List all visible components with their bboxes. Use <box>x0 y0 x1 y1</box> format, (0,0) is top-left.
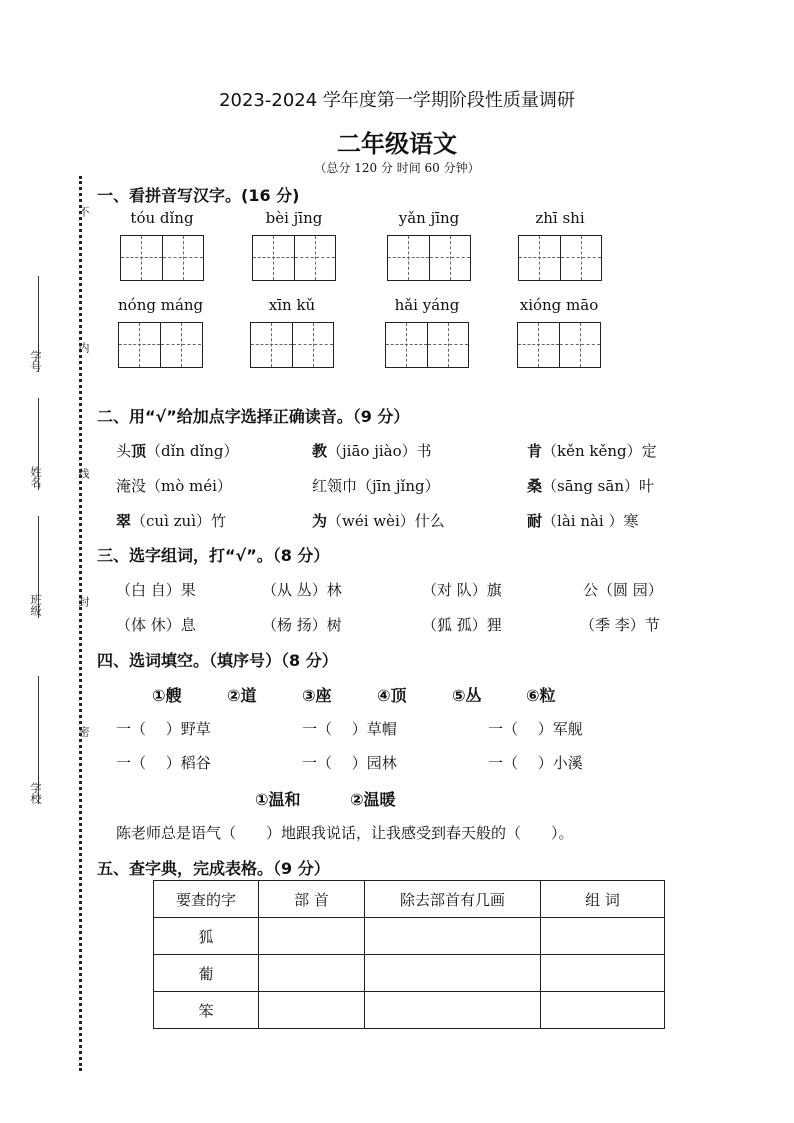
column-header: 组 词 <box>541 881 665 918</box>
word-choice[interactable]: （狐 孤）狸 <box>422 616 502 634</box>
dotted-char: 淹没 <box>116 477 147 495</box>
answer-cell[interactable] <box>259 955 365 992</box>
pinyin-item <box>252 207 336 281</box>
column-header: 要查的字 <box>154 881 259 918</box>
table-header-row <box>154 881 665 918</box>
seal-char: 线 <box>77 468 90 479</box>
pinyin-item <box>120 207 204 281</box>
section1-heading: 一、看拼音写汉字。(16 分) <box>97 186 300 205</box>
reading-options[interactable]: （sāng sān）叶 <box>542 477 654 495</box>
exam-subject: 二年级语文 <box>337 130 457 158</box>
measure-word-option: ④顶 <box>377 686 407 705</box>
dotted-char: 教 <box>312 442 328 460</box>
dotted-char: 耐 <box>527 512 543 530</box>
seal-char: 密 <box>77 726 90 737</box>
reading-item <box>116 475 232 496</box>
dotted-char: 为 <box>312 512 328 530</box>
tianzige-box[interactable] <box>518 235 602 281</box>
pinyin-text: xīn kǔ <box>268 296 316 314</box>
seal-char: 不 <box>77 206 90 217</box>
reading-options[interactable]: （jiāo jiào）书 <box>327 442 432 460</box>
fill-blank[interactable]: 一（ ）稻谷 <box>116 754 211 772</box>
seal-char: 内 <box>77 342 90 353</box>
answer-cell[interactable] <box>259 992 365 1029</box>
reading-options[interactable]: （dǐn dǐng） <box>146 442 239 460</box>
reading-item <box>312 440 432 461</box>
fill-blank[interactable]: 一（ ）园林 <box>302 754 397 772</box>
column-header: 部 首 <box>259 881 365 918</box>
reading-item <box>527 440 657 461</box>
pinyin-text: hǎi yáng <box>394 296 460 314</box>
pinyin-item <box>387 207 471 281</box>
exam-title: 2023-2024 学年度第一学期阶段性质量调研 <box>219 90 575 111</box>
reading-options[interactable]: （cuì zuì）竹 <box>131 512 227 530</box>
fill-blank[interactable]: 一（ ）野草 <box>116 720 211 738</box>
section2-heading: 二、用“√”给加点字选择正确读音。（9 分） <box>97 407 410 426</box>
answer-cell[interactable] <box>541 992 665 1029</box>
dotted-char: 翠 <box>116 512 132 530</box>
answer-cell[interactable] <box>259 918 365 955</box>
pinyin-item <box>118 294 203 368</box>
word-choice[interactable]: （对 队）旗 <box>422 581 502 599</box>
reading-options[interactable]: （wéi wèi）什么 <box>327 512 445 530</box>
tianzige-box[interactable] <box>250 322 334 368</box>
word-choice[interactable]: （白 自）果 <box>116 581 196 599</box>
reading-options[interactable]: （mò méi） <box>146 477 232 495</box>
pinyin-item <box>250 294 334 368</box>
pinyin-text: zhī shi <box>535 209 585 227</box>
fill-blank[interactable]: 一（ ）小溪 <box>488 754 583 772</box>
lookup-char: 笨 <box>154 992 259 1029</box>
field-label-student-id: 学号 <box>29 350 42 372</box>
tianzige-box[interactable] <box>118 322 203 368</box>
field-line-name[interactable] <box>38 398 39 490</box>
word-choice[interactable]: （从 丛）林 <box>262 581 342 599</box>
table-row <box>154 992 665 1029</box>
dictionary-table <box>153 880 665 1029</box>
section5-heading: 五、查字典，完成表格。（9 分） <box>97 859 330 878</box>
field-line-class[interactable] <box>38 516 39 618</box>
fill-sentence[interactable]: 陈老师总是语气（ ）地跟我说话，让我感受到春天般的（ ）。 <box>116 824 574 842</box>
answer-cell[interactable] <box>541 955 665 992</box>
answer-cell[interactable] <box>541 918 665 955</box>
reading-item <box>116 510 226 531</box>
dotted-char: 顶 <box>131 442 147 460</box>
word-choice[interactable]: （体 休）息 <box>116 616 196 634</box>
field-line-school[interactable] <box>38 676 39 804</box>
field-label-name: 姓名 <box>29 466 42 488</box>
lookup-char: 葡 <box>154 955 259 992</box>
field-label-class: 班级 <box>29 594 42 616</box>
section4-heading: 四、选词填空。（填序号）（8 分） <box>97 651 338 670</box>
pinyin-item <box>517 294 601 368</box>
table-row <box>154 955 665 992</box>
answer-cell[interactable] <box>365 955 541 992</box>
pinyin-item <box>385 294 469 368</box>
lookup-char: 狐 <box>154 918 259 955</box>
exam-score-time: （总分 120 分 时间 60 分钟） <box>314 161 480 175</box>
tianzige-box[interactable] <box>385 322 469 368</box>
fill-blank[interactable]: 一（ ）草帽 <box>302 720 397 738</box>
pinyin-text: bèi jīng <box>265 209 323 227</box>
word-choice[interactable]: 公（圆 园） <box>583 581 663 599</box>
tianzige-box[interactable] <box>517 322 601 368</box>
reading-options[interactable]: （kěn kěng）定 <box>542 442 657 460</box>
tianzige-box[interactable] <box>120 235 204 281</box>
adjective-option: ②温暖 <box>350 790 396 809</box>
field-line-student-id[interactable] <box>38 276 39 372</box>
pinyin-text: nóng máng <box>118 296 204 314</box>
pinyin-text: tóu dǐng <box>130 209 194 227</box>
pinyin-text: xióng māo <box>519 296 599 314</box>
reading-item: 红领巾（jīn jǐng） <box>312 477 440 495</box>
reading-options[interactable]: （jīn jǐng） <box>357 477 440 495</box>
dotted-char: 桑 <box>527 477 543 495</box>
tianzige-box[interactable] <box>252 235 336 281</box>
reading-item <box>527 475 654 496</box>
measure-word-option: ②道 <box>227 686 257 705</box>
dotted-char: 巾 <box>342 477 358 495</box>
fill-blank[interactable]: 一（ ）军舰 <box>488 720 583 738</box>
answer-cell[interactable] <box>365 918 541 955</box>
reading-item: 头顶（dǐn dǐng） <box>116 442 239 460</box>
measure-word-option: ⑥粒 <box>526 686 556 705</box>
word-choice[interactable]: （杨 扬）树 <box>262 616 342 634</box>
column-header: 除去部首有几画 <box>365 881 541 918</box>
measure-word-option: ①艘 <box>152 686 182 705</box>
measure-word-option: ③座 <box>302 686 332 705</box>
measure-word-option: ⑤丛 <box>452 686 482 705</box>
word-choice[interactable]: （季 李）节 <box>580 616 660 634</box>
binding-dotted-line <box>79 176 82 1071</box>
table-row <box>154 918 665 955</box>
reading-item <box>527 510 639 531</box>
dotted-char: 肯 <box>527 442 543 460</box>
pinyin-text: yǎn jīng <box>398 209 460 227</box>
reading-item <box>312 510 445 531</box>
field-label-school: 学校 <box>29 782 42 804</box>
seal-char: 封 <box>77 596 90 607</box>
answer-cell[interactable] <box>365 992 541 1029</box>
reading-options[interactable]: （lài nài ）寒 <box>542 512 639 530</box>
tianzige-box[interactable] <box>387 235 471 281</box>
section3-heading: 三、选字组词，打“√”。（8 分） <box>97 546 330 565</box>
adjective-option: ①温和 <box>255 790 301 809</box>
pinyin-item <box>518 207 602 281</box>
